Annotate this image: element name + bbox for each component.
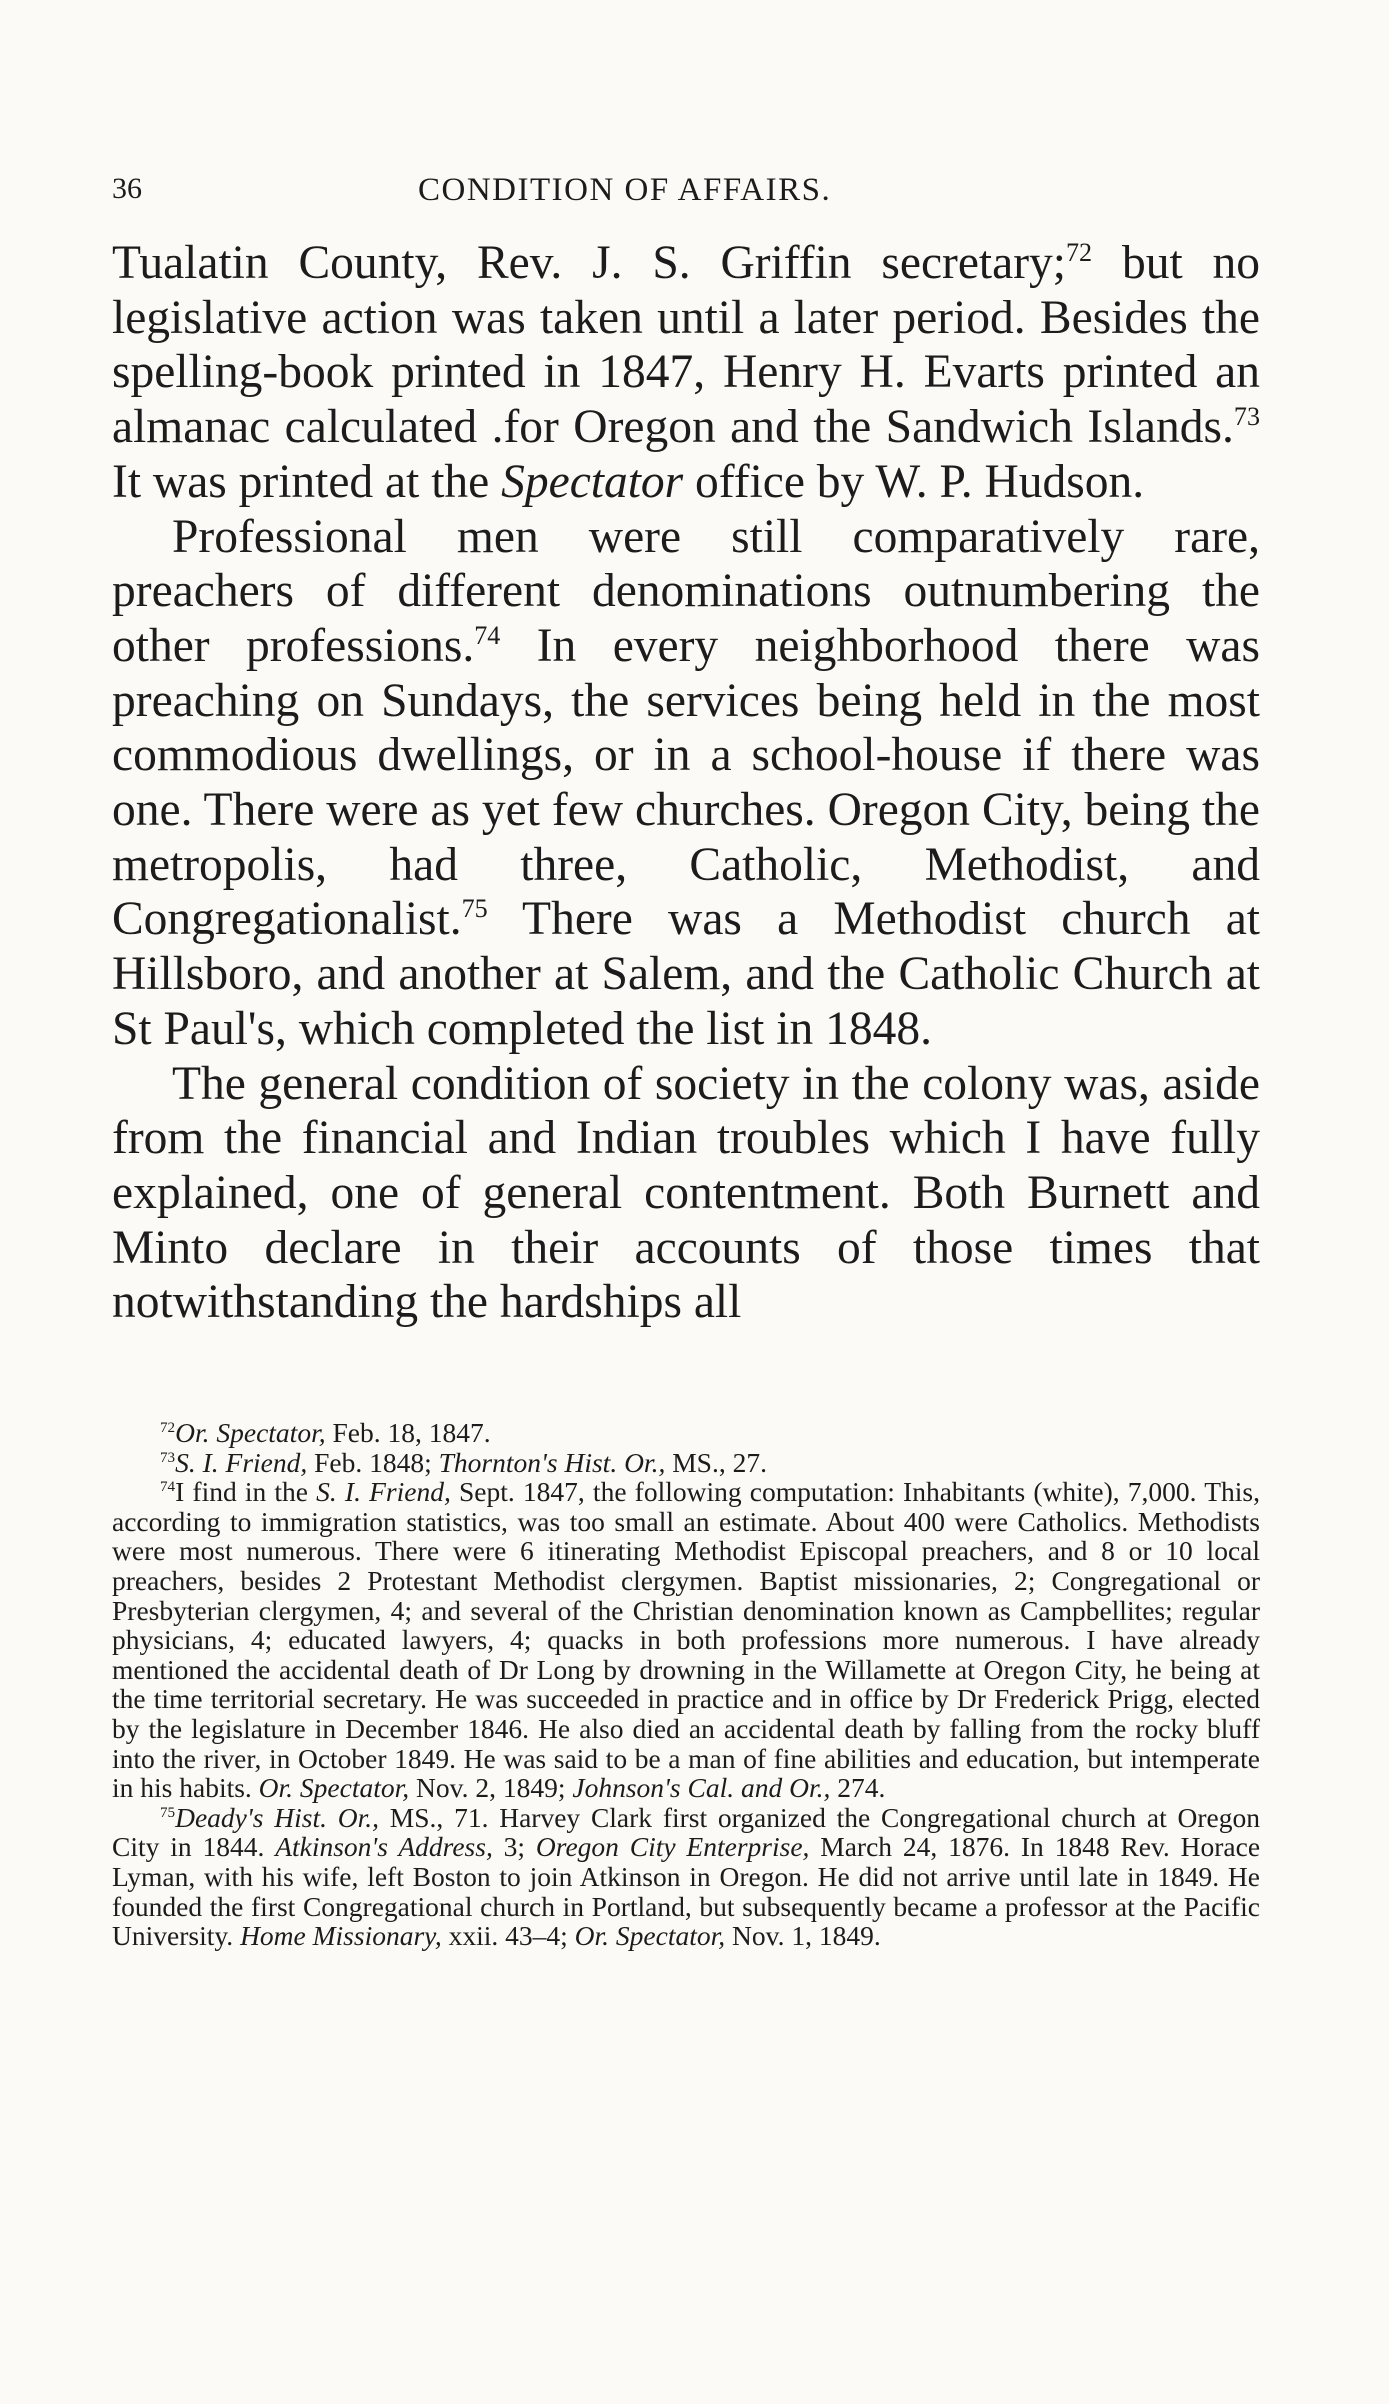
citation: Oregon City Enterprise, bbox=[535, 1831, 810, 1863]
footnote-ref-72: 72 bbox=[1065, 238, 1093, 268]
footnote-72 bbox=[112, 1418, 1260, 1448]
paragraph-1-text: It was printed at the bbox=[112, 455, 502, 508]
citation: Deady's Hist. Or., bbox=[175, 1801, 380, 1833]
main-text bbox=[112, 236, 1260, 1330]
footnote-ref-73: 73 bbox=[1233, 402, 1260, 432]
footnote-73 bbox=[112, 1448, 1260, 1478]
citation: Atkinson's Address, bbox=[275, 1831, 493, 1863]
footnote-text: Nov. 1, 1849. bbox=[725, 1920, 881, 1952]
footnotes bbox=[112, 1418, 1260, 1951]
footnote-75 bbox=[112, 1803, 1260, 1951]
footnote-text: Sept. 1847, the following computation: Inhabitants (white), 7,000. This, according to immigration statistics, was too small an estimate. About 400 were Catholics. Methodists were most numerous. There were 6 itinerating Methodist Episcopal preachers, and 8 or 10 local preachers, besides 2 Protestant Methodist clergymen. Baptist missionaries, 2; Congregational or Presbyterian clergymen, 4; and several of the Christian denomination known as Campbellites; regular physicians, 4; educated lawyers, 4; quacks in both professions more numerous. I have already mentioned the accidental death of Dr Long by drowning in the Willamette at Oregon City, he being at the time territorial secretary. He was succeeded in practice and in office by Dr Frederick Prigg, elected by the legislature in December 1846. He also died an accidental death by falling from the rocky bluff into the river, in October 1849. He was said to be a man of fine abilities and education, but intemperate in his habits. bbox=[112, 1476, 1260, 1804]
footnote-number: 72 bbox=[160, 1419, 176, 1436]
citation: Home Missionary, bbox=[240, 1920, 442, 1952]
footnote-text: Feb. 1848; bbox=[307, 1446, 439, 1478]
paragraph-1-italic: Spectator bbox=[501, 455, 684, 508]
footnote-text: xxii. 43–4; bbox=[441, 1920, 575, 1952]
citation: Or. Spectator, bbox=[175, 1417, 326, 1448]
footnote-text: 274. bbox=[830, 1772, 886, 1804]
footnote-text: Nov. 2, 1849; bbox=[409, 1772, 573, 1804]
paragraph-2-text: In every neighborhood there was preaching on Sundays, the services being held in the most commodious dwellings, or in a school-house if there was one. There were as yet few churches. Oregon City, being the metropolis, had three, Catholic, Methodist, and Congregationalist. bbox=[112, 619, 1260, 946]
paragraph-3: The general condition of society in the colony was, aside from the financial and Indian troubles which I have fully explained, one of general contentment. Both Burnett and Minto declare in their accounts of those times that notwithstanding the hardships all bbox=[112, 1057, 1260, 1329]
footnote-text: 3; bbox=[492, 1831, 536, 1863]
footnote-ref-75: 75 bbox=[461, 894, 488, 924]
paragraph-2-text: There was a Methodist church at Hillsboro, and another at Salem, and the Catholic Church at St Paul's, which completed the list in 1848. bbox=[112, 893, 1260, 1055]
page-number: 36 bbox=[112, 172, 142, 205]
citation: S. I. Friend, bbox=[175, 1446, 308, 1478]
paragraph-1-text: office by W. P. Hudson. bbox=[683, 455, 1145, 508]
footnote-text: MS., 71. Harvey Clark first organized the Congregational church at Oregon City in 1844. bbox=[112, 1801, 1260, 1863]
footnote-text: MS., 27. bbox=[665, 1446, 767, 1478]
paragraph-2 bbox=[112, 510, 1260, 1057]
footnote-number: 74 bbox=[160, 1479, 176, 1496]
footnote-text: I find in the bbox=[175, 1476, 317, 1508]
footnote-ref-74: 74 bbox=[474, 621, 501, 651]
paragraph-1-text: but no legislative action was taken until a later period. Besides the spelling-book printed in 1847, Henry H. Evarts printed an almanac calculated .for Oregon and the Sandwich Islands. bbox=[112, 237, 1260, 454]
paragraph-1 bbox=[112, 236, 1260, 510]
footnote-number: 75 bbox=[160, 1804, 176, 1821]
citation: Johnson's Cal. and Or., bbox=[572, 1772, 831, 1804]
paragraph-2-text: Professional men were still comparatively rare, preachers of different denominations outnumbering the other professions. bbox=[112, 510, 1260, 672]
citation: Or. Spectator, bbox=[258, 1772, 410, 1804]
footnote-74 bbox=[112, 1477, 1260, 1803]
citation: S. I. Friend, bbox=[316, 1476, 451, 1508]
citation: Thornton's Hist. Or., bbox=[438, 1446, 666, 1478]
footnote-number: 73 bbox=[160, 1449, 176, 1466]
footnote-text: Feb. 18, 1847. bbox=[325, 1417, 491, 1448]
paragraph-1-text: Tualatin County, Rev. J. S. Griffin secretary; bbox=[112, 237, 1066, 289]
running-title: CONDITION OF AFFAIRS. bbox=[418, 172, 832, 208]
citation: Or. Spectator, bbox=[574, 1920, 726, 1952]
footnote-text: March 24, 1876. In 1848 Rev. Horace Lyman, with his wife, left Boston to join Atkinson in Oregon. He did not arrive until late in 1849. He founded the first Congregational church in Portland, but subsequently became a professor at the Pacific University. bbox=[112, 1831, 1261, 1952]
